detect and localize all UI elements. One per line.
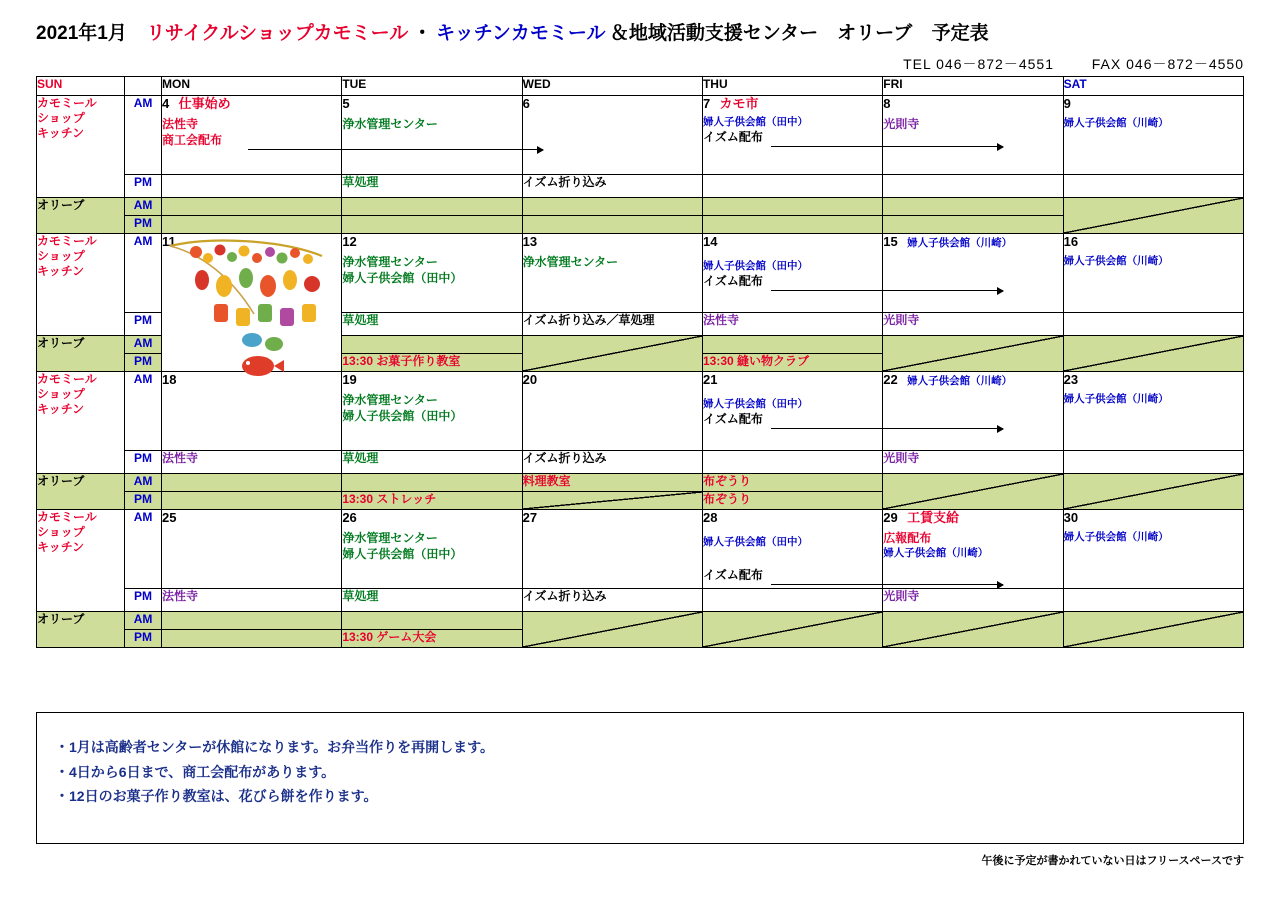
ampm-olive-pm-w1: PM xyxy=(125,216,162,234)
cell-w1-pm-tue xyxy=(342,175,522,198)
event-w4-tue-1: 浄水管理センター xyxy=(342,531,438,546)
cell-ow4-pm-mon xyxy=(161,630,341,648)
week4-am-row xyxy=(37,510,1244,589)
cell-w1-am-mon xyxy=(161,96,341,175)
event-w2-pm-fri: 光則寺 xyxy=(883,313,920,327)
cell-w2-am-fri xyxy=(883,234,1063,313)
event-w3-tue-1: 浄水管理センター xyxy=(342,393,438,408)
cell-ow4-am-mon xyxy=(161,612,341,630)
daynum-15: 15 xyxy=(883,234,898,249)
cell-w2-mon-decorated xyxy=(161,234,341,372)
cell-w4-pm-tue xyxy=(342,589,522,612)
event-w3-thu-2: イズム配布 xyxy=(702,411,763,426)
cell-ow2-pm-tue xyxy=(342,354,522,372)
cell-ow2-am-tue xyxy=(342,336,522,354)
weekday-spacer xyxy=(125,77,162,96)
cell-ow1-pm-fri xyxy=(883,216,1063,234)
event-ow3-pm-tue: 13:30 ストレッチ xyxy=(342,492,437,506)
cell-w1-pm-thu xyxy=(702,175,882,198)
cell-w3-pm-sat xyxy=(1063,451,1243,474)
event-w1-thu-2: イズム配布 xyxy=(702,129,763,144)
cell-ow1-am-wed xyxy=(522,198,702,216)
cell-w4-am-wed xyxy=(522,510,702,589)
daynum-25: 25 xyxy=(161,510,177,525)
title-shop: リサイクルショップカモミール xyxy=(146,23,409,44)
cell-w1-am-sat xyxy=(1063,96,1243,175)
event-w1-sat-1: 婦人子供会館（川崎） xyxy=(1063,117,1169,130)
event-ow3-am-thu: 布ぞうり xyxy=(702,474,751,488)
week3-am-row xyxy=(37,372,1244,451)
daynum-19: 19 xyxy=(342,372,357,387)
cell-ow1-am-mon xyxy=(161,198,341,216)
event-w3-thu-1: 婦人子供会館（田中） xyxy=(702,398,808,411)
event-w2-sat-1: 婦人子供会館（川崎） xyxy=(1063,255,1169,268)
weekday-wed: WED xyxy=(522,77,702,96)
event-w2-wed-1: 浄水管理センター xyxy=(522,255,619,270)
cell-w2-am-sat xyxy=(1063,234,1243,313)
week2-am-row xyxy=(37,234,1244,313)
cell-ow2-fri-blocked xyxy=(883,336,1063,372)
event-w2-pm-tue: 草処理 xyxy=(342,313,379,327)
week1-olive-pm-row xyxy=(37,216,1244,234)
event-title-7: カモ市 xyxy=(719,96,759,111)
cell-w1-pm-mon xyxy=(161,175,341,198)
row-label-olive-week3: オリーブ xyxy=(37,474,125,510)
cell-ow3-am-wed xyxy=(522,474,702,492)
cell-w1-am-wed xyxy=(522,96,702,175)
ampm-am-week1: AM xyxy=(125,96,162,175)
cell-ow2-am-thu xyxy=(702,336,882,354)
event-title-4: 仕事始め xyxy=(178,96,231,111)
cell-ow3-am-tue xyxy=(342,474,522,492)
daynum-14: 14 xyxy=(702,234,718,249)
title-center: ＆地域活動支援センター オリーブ xyxy=(609,23,913,44)
daynum-26: 26 xyxy=(342,510,357,525)
cell-w3-am-thu xyxy=(702,372,882,451)
cell-ow1-am-thu xyxy=(702,198,882,216)
event-w2-tue-2: 婦人子供会館（田中） xyxy=(342,270,463,285)
daynum-20: 20 xyxy=(522,372,538,387)
cell-w3-pm-thu xyxy=(702,451,882,474)
cell-w4-pm-wed xyxy=(522,589,702,612)
title-kitchen: キッチンカモミール xyxy=(436,23,606,44)
daynum-22: 22 xyxy=(883,372,898,387)
weekday-sun: SUN xyxy=(37,77,125,96)
event-w3-pm-wed: イズム折り込み xyxy=(522,451,607,465)
title-doctype: 予定表 xyxy=(931,23,989,44)
daynum-23: 23 xyxy=(1063,372,1079,387)
week1-olive-am-row xyxy=(37,198,1244,216)
event-w1-thu-1: 婦人子供会館（田中） xyxy=(702,116,808,129)
event-w1-pm-wed: イズム折り込み xyxy=(522,175,607,189)
event-w3-pm-mon: 法性寺 xyxy=(161,451,198,465)
event-w2-tue-1: 浄水管理センター xyxy=(342,255,438,270)
event-w1-pm-tue: 草処理 xyxy=(342,175,379,189)
row-label-olive-week1: オリーブ xyxy=(37,198,125,234)
event-w4-tue-2: 婦人子供会館（田中） xyxy=(342,546,463,561)
event-w2-pm-thu: 法性寺 xyxy=(702,313,739,327)
note-line-2: ・4日から6日まで、商工会配布があります。 xyxy=(55,763,336,780)
cell-w3-pm-fri xyxy=(883,451,1063,474)
cell-w2-am-wed xyxy=(522,234,702,313)
cell-w2-am-tue xyxy=(342,234,522,313)
cell-ow3-pm-wed xyxy=(522,492,702,510)
cell-ow3-am-mon xyxy=(161,474,341,492)
week1-am-row xyxy=(37,96,1244,175)
row-label-olive-week2: オリーブ xyxy=(37,336,125,372)
event-w4-fri-1: 広報配布 xyxy=(883,531,932,546)
ampm-olive-pm-w4: PM xyxy=(125,630,162,648)
ampm-olive-am-w4: AM xyxy=(125,612,162,630)
cell-ow3-pm-thu xyxy=(702,492,882,510)
cell-w1-am-thu xyxy=(702,96,882,175)
cell-w2-pm-thu xyxy=(702,313,882,336)
ampm-pm-week1: PM xyxy=(125,175,162,198)
cell-w3-am-tue xyxy=(342,372,522,451)
event-w1-mon-1: 法性寺 xyxy=(161,117,198,132)
cell-w4-pm-thu xyxy=(702,589,882,612)
row-label-olive-week4: オリーブ xyxy=(37,612,125,648)
daynum-4: 4 xyxy=(161,96,170,111)
daynum-28: 28 xyxy=(702,510,718,525)
row-label-shop-week2: カモミール ショップ キッチン xyxy=(37,234,125,336)
cell-ow1-pm-tue xyxy=(342,216,522,234)
week1-pm-row xyxy=(37,175,1244,198)
weekday-sat: SAT xyxy=(1063,77,1243,96)
cell-w1-pm-wed xyxy=(522,175,702,198)
daynum-8: 8 xyxy=(883,96,891,111)
ampm-pm-week2: PM xyxy=(125,313,162,336)
event-title-29: 工賃支給 xyxy=(907,510,960,525)
cell-w1-pm-fri xyxy=(883,175,1063,198)
daynum-27: 27 xyxy=(522,510,538,525)
weekday-tue: TUE xyxy=(342,77,522,96)
cell-ow2-wed-blocked xyxy=(522,336,702,372)
cell-w1-am-fri xyxy=(883,96,1063,175)
cell-w3-pm-tue xyxy=(342,451,522,474)
tel-number: TEL 046－872－4551 xyxy=(903,56,1054,72)
daynum-12: 12 xyxy=(342,234,357,249)
event-w4-fri-2: 婦人子供会館（川崎） xyxy=(883,546,989,559)
event-w3-sat-1: 婦人子供会館（川崎） xyxy=(1063,393,1169,406)
event-ow2-pm-thu: 13:30 縫い物クラブ xyxy=(702,354,809,368)
cell-w2-am-thu xyxy=(702,234,882,313)
cell-ow1-am-tue xyxy=(342,198,522,216)
event-w3-fri-inline: 婦人子供会館（川崎） xyxy=(907,375,1013,387)
event-w2-fri-inline: 婦人子供会館（川崎） xyxy=(907,237,1013,249)
event-w2-thu-2: イズム配布 xyxy=(702,273,763,288)
page-title xyxy=(36,18,1246,45)
ampm-olive-pm-w2: PM xyxy=(125,354,162,372)
event-w2-thu-1: 婦人子供会館（田中） xyxy=(702,260,808,273)
event-w4-pm-fri: 光則寺 xyxy=(883,589,920,603)
event-w3-tue-2: 婦人子供会館（田中） xyxy=(342,408,463,423)
note-line-3: ・12日のお菓子作り教室は、花びら餅を作ります。 xyxy=(55,788,378,805)
cell-w3-pm-mon xyxy=(161,451,341,474)
cell-w3-am-mon xyxy=(161,372,341,451)
cell-w4-pm-fri xyxy=(883,589,1063,612)
cell-w4-pm-sat xyxy=(1063,589,1243,612)
event-ow3-am-wed: 料理教室 xyxy=(522,474,571,488)
event-w4-thu-2: イズム配布 xyxy=(702,567,763,582)
week4-olive-am-row xyxy=(37,612,1244,630)
event-w4-pm-mon: 法性寺 xyxy=(161,589,198,603)
cell-w2-pm-wed xyxy=(522,313,702,336)
event-w1-mon-2: 商工会配布 xyxy=(161,132,222,147)
fax-number: FAX 046－872－4550 xyxy=(1091,56,1244,72)
ampm-pm-week3: PM xyxy=(125,451,162,474)
daynum-11: 11 xyxy=(161,234,176,249)
daynum-18: 18 xyxy=(161,372,177,387)
cell-w3-pm-wed xyxy=(522,451,702,474)
cell-w2-pm-sat xyxy=(1063,313,1243,336)
daynum-16: 16 xyxy=(1063,234,1079,249)
cell-ow3-pm-tue xyxy=(342,492,522,510)
ampm-olive-pm-w3: PM xyxy=(125,492,162,510)
title-separator: ・ xyxy=(412,23,432,44)
ampm-olive-am-w3: AM xyxy=(125,474,162,492)
event-w4-pm-wed: イズム折り込み xyxy=(522,589,607,603)
cell-ow3-am-thu xyxy=(702,474,882,492)
footnote: 午後に予定が書かれていない日はフリースペースです xyxy=(981,855,1244,867)
event-w1-tue-1: 浄水管理センター xyxy=(342,117,438,132)
ampm-am-week4: AM xyxy=(125,510,162,589)
event-w4-thu-1: 婦人子供会館（田中） xyxy=(702,536,808,549)
cell-ow1-pm-thu xyxy=(702,216,882,234)
weekday-mon: MON xyxy=(161,77,341,96)
cell-ow1-pm-mon xyxy=(161,216,341,234)
cell-ow4-pm-tue xyxy=(342,630,522,648)
event-ow4-pm-tue: 13:30 ゲーム大会 xyxy=(342,630,437,644)
cell-w2-pm-tue xyxy=(342,313,522,336)
ampm-olive-am-w1: AM xyxy=(125,198,162,216)
cell-w2-pm-fri xyxy=(883,313,1063,336)
event-w3-pm-fri: 光則寺 xyxy=(883,451,920,465)
cell-w4-am-tue xyxy=(342,510,522,589)
hanging-ornament-decoration xyxy=(162,234,338,384)
event-w4-pm-tue: 草処理 xyxy=(342,589,379,603)
cell-ow1-am-fri xyxy=(883,198,1063,216)
contact-info xyxy=(0,54,1244,74)
daynum-5: 5 xyxy=(342,96,350,111)
cell-w4-am-sat xyxy=(1063,510,1243,589)
daynum-7: 7 xyxy=(702,96,711,111)
daynum-9: 9 xyxy=(1063,96,1071,111)
cell-ow4-fri-blocked xyxy=(883,612,1063,648)
event-w2-pm-wed: イズム折り込み／草処理 xyxy=(522,313,655,327)
ampm-am-week2: AM xyxy=(125,234,162,313)
event-w1-fri-1: 光則寺 xyxy=(883,117,920,132)
weekday-thu: THU xyxy=(702,77,882,96)
cell-ow4-wed-blocked xyxy=(522,612,702,648)
note-line-1: ・1月は高齢者センターが休館になります。お弁当作りを再開します。 xyxy=(55,739,494,755)
cell-ow2-pm-thu xyxy=(702,354,882,372)
daynum-21: 21 xyxy=(702,372,718,387)
event-ow3-pm-thu: 布ぞうり xyxy=(702,492,751,506)
ampm-am-week3: AM xyxy=(125,372,162,451)
cell-ow4-am-tue xyxy=(342,612,522,630)
cell-ow2-sat-blocked xyxy=(1063,336,1243,372)
weekday-header-row xyxy=(37,77,1244,96)
cell-ow3-sat-blocked xyxy=(1063,474,1243,510)
row-label-shop-week3: カモミール ショップ キッチン xyxy=(37,372,125,474)
cell-ow1-sat-blocked xyxy=(1063,198,1243,234)
week4-pm-row xyxy=(37,589,1244,612)
title-date: 2021年1月 xyxy=(36,23,127,44)
row-label-shop-week4: カモミール ショップ キッチン xyxy=(37,510,125,612)
schedule-table xyxy=(36,76,1244,648)
cell-w3-am-fri xyxy=(883,372,1063,451)
event-w3-pm-tue: 草処理 xyxy=(342,451,379,465)
daynum-30: 30 xyxy=(1063,510,1079,525)
cell-ow3-fri-blocked xyxy=(883,474,1063,510)
cell-w4-am-fri xyxy=(883,510,1063,589)
cell-w1-am-tue xyxy=(342,96,522,175)
notes-box xyxy=(36,712,1244,844)
cell-ow3-pm-mon xyxy=(161,492,341,510)
cell-w3-am-wed xyxy=(522,372,702,451)
ampm-olive-am-w2: AM xyxy=(125,336,162,354)
weekday-fri: FRI xyxy=(883,77,1063,96)
daynum-13: 13 xyxy=(522,234,538,249)
cell-w1-pm-sat xyxy=(1063,175,1243,198)
daynum-6: 6 xyxy=(522,96,530,111)
cell-w4-am-thu xyxy=(702,510,882,589)
cell-w3-am-sat xyxy=(1063,372,1243,451)
cell-ow1-pm-wed xyxy=(522,216,702,234)
event-ow2-pm-tue: 13:30 お菓子作り教室 xyxy=(342,354,461,368)
daynum-29: 29 xyxy=(883,510,898,525)
ampm-pm-week4: PM xyxy=(125,589,162,612)
row-label-shop-week1: カモミール ショップ キッチン xyxy=(37,96,125,198)
cell-ow4-sat-blocked xyxy=(1063,612,1243,648)
week3-olive-am-row xyxy=(37,474,1244,492)
cell-w4-pm-mon xyxy=(161,589,341,612)
week3-pm-row xyxy=(37,451,1244,474)
cell-ow4-thu-blocked xyxy=(702,612,882,648)
event-w4-sat-1: 婦人子供会館（川崎） xyxy=(1063,531,1169,544)
cell-w4-am-mon xyxy=(161,510,341,589)
